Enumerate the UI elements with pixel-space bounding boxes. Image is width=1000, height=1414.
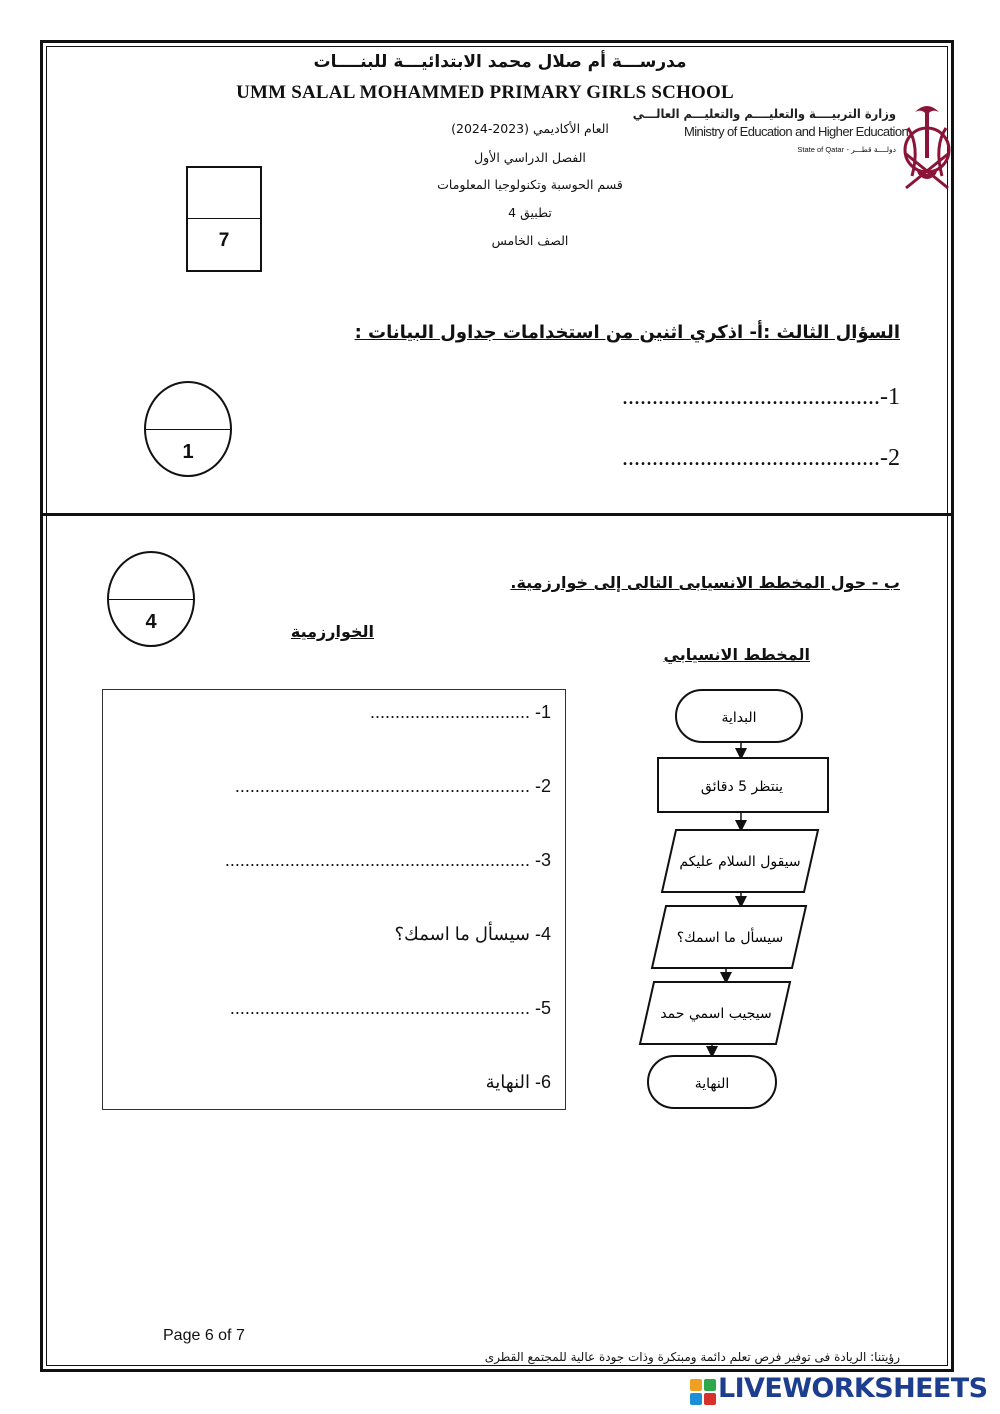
flowchart-start-label: البداية: [721, 710, 757, 726]
flowchart: [630, 688, 830, 1112]
question-b-score: 4: [145, 611, 157, 633]
academic-year: العام الأكاديمي (2023-2024): [451, 121, 609, 136]
algorithm-step-2[interactable]: 2- ...........................................................: [234, 776, 551, 796]
flowchart-process-label: ينتظر 5 دقائق: [700, 779, 784, 795]
algorithm-step-6: 6- النهاية: [485, 1072, 551, 1092]
flowchart-heading: المخطط الانسيابي: [663, 645, 810, 664]
liveworksheets-logo-icon: [690, 1379, 716, 1405]
department: قسم الحوسبة وتكنولوجيا المعلومات: [437, 177, 623, 192]
flowchart-output-2-label: سيسأل ما اسمك؟: [676, 930, 784, 946]
question-a-title: السؤال الثالث :أ- اذكري اثنين من استخدامات جداول البيانات :: [354, 322, 900, 343]
exercise-number: تطبيق 4: [508, 205, 552, 220]
answer-line-2[interactable]: 2-...........................................: [622, 445, 900, 471]
algorithm-box: [102, 689, 566, 1110]
ministry-name-english: Ministry of Education and Higher Education: [684, 124, 909, 139]
algorithm-step-5[interactable]: 5- ............................................................: [229, 998, 551, 1018]
school-name-arabic: مدرســـة أم صلال محمد الابتدائيـــة للبنــــات: [313, 52, 687, 72]
total-score-box: [186, 166, 262, 272]
state-arabic: دولــــة قطـــر: [851, 145, 896, 154]
algorithm-step-4: 4- سيسأل ما اسمك؟: [394, 924, 551, 944]
question-a-score: 1: [182, 441, 194, 463]
flowchart-output-1-label: سيقول السلام عليكم: [679, 854, 801, 870]
algorithm-heading: الخوارزمية: [290, 622, 374, 641]
algorithm-step-3[interactable]: 3- .............................................................: [224, 850, 551, 870]
question-b-title: ب - حول المخطط الانسيابى التالى إلى خوارزمية.: [510, 573, 900, 592]
total-score: 7: [218, 230, 230, 251]
page-number: Page 6 of 7: [163, 1327, 245, 1344]
flowchart-output-3-label: سيجيب اسمي حمد: [660, 1006, 772, 1022]
state-english: State of Qatar: [797, 145, 845, 154]
question-b-score-circle: [107, 551, 195, 647]
grade-level: الصف الخامس: [491, 233, 569, 248]
ministry-name-arabic: وزارة التربيــــة والتعليــــم والتعليـــم العالـــي: [632, 106, 896, 121]
answer-line-1[interactable]: 1-...........................................: [622, 384, 900, 410]
liveworksheets-brand[interactable]: LIVEWORKSHEETS: [718, 1373, 988, 1404]
qatar-emblem-icon: [900, 98, 954, 206]
flowchart-end-label: النهاية: [694, 1076, 730, 1092]
semester: الفصل الدراسي الأول: [474, 150, 586, 165]
school-name-english: UMM SALAL MOHAMMED PRIMARY GIRLS SCHOOL: [236, 82, 734, 103]
section-divider: [40, 513, 954, 516]
algorithm-step-1[interactable]: 1- ................................: [369, 702, 551, 722]
question-a-score-circle: [144, 381, 232, 477]
ministry-logo: وزارة التربيــــة والتعليــــم والتعليـــم العالـــي Ministry of Education and Higher Education State of Qatar - دولــــة قطـــر: [632, 106, 909, 154]
vision-statement: رؤيتنا: الريادة فى توفير فرص تعلم دائمة ومبتكرة وذات جودة عالية للمجتمع القطرى: [484, 1350, 900, 1364]
